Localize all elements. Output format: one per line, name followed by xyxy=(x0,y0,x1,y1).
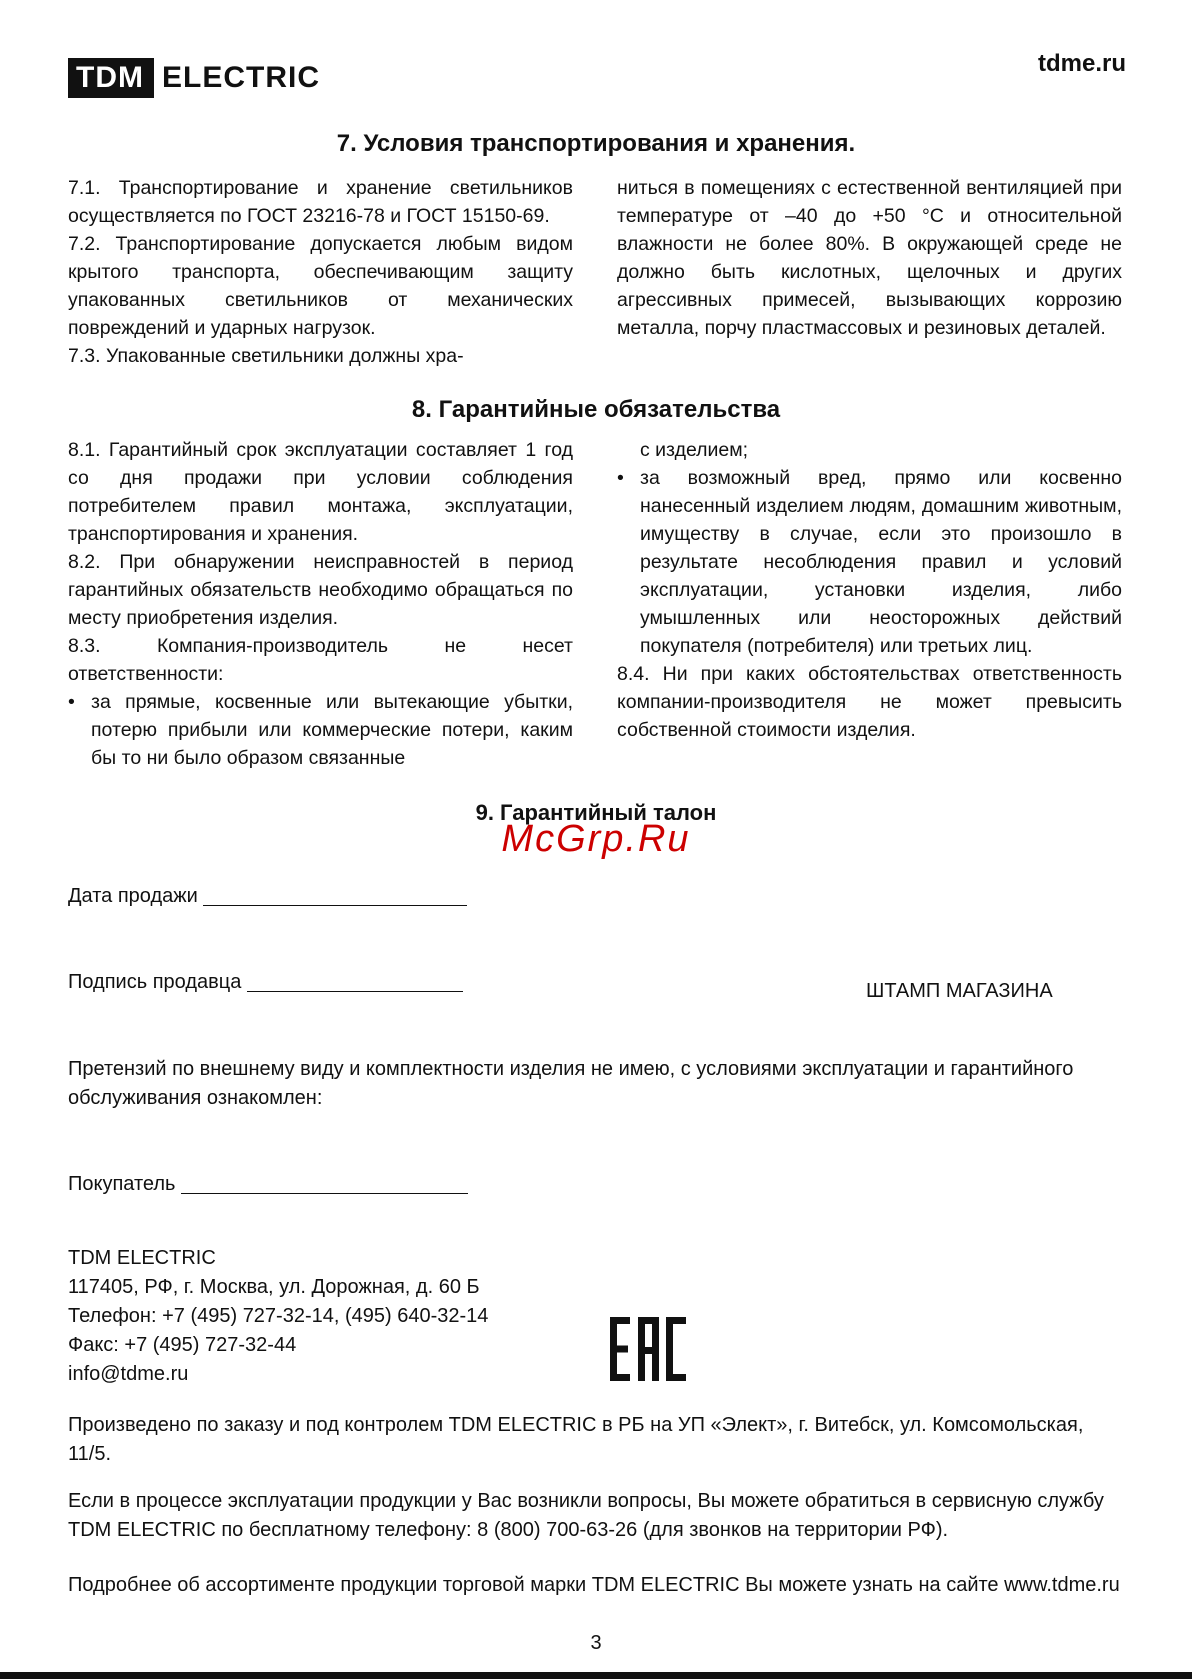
paragraph-7-3: 7.3. Упакованные светильники должны хра- xyxy=(68,345,464,367)
paragraph-7-1: 7.1. Транспортирование и хранение светильников осуществляется по ГОСТ 23216-78 и ГОСТ 15150-69. xyxy=(68,177,573,227)
section8-left-column xyxy=(68,436,573,772)
logo-word: ELECTRIC xyxy=(161,61,320,94)
sale-date-label: Дата продажи xyxy=(68,885,198,907)
company-name: TDM ELECTRIC xyxy=(68,1247,216,1269)
eac-mark-icon xyxy=(608,1315,688,1388)
section7-title: 7. Условия транспортирования и хранения. xyxy=(336,130,856,157)
section8-right-column xyxy=(617,436,1122,744)
bullet-item-1: • за прямые, косвенные или вытекающие убытки, потерю прибыли или коммерческие потери, каким бы то ни было образом связанные xyxy=(68,688,573,772)
paragraph-7-2: 7.2. Транспортирование допускается любым видом крытого транспорта, обеспечивающим защиту упакованных светильников от механических повреждений и ударных нагрузок. xyxy=(68,233,573,339)
service-text: Если в процессе эксплуатации продукции у Вас возникли вопросы, Вы можете обратиться в сервисную службу TDM ELECTRIC по бесплатному телефону: 8 (800) 700-63-26 (для звонков на территории РФ). xyxy=(68,1490,1104,1541)
brand-logo xyxy=(68,58,320,98)
bullet-item-2: • за возможный вред, прямо или косвенно нанесенный изделием людям, домашним животным, имуществу в случае, если это произошло в результате несоблюдения правил и условий эксплуатации, установки изделия, либо умышленных или неосторожных действий покупателя (потребителя) или третьих лиц. xyxy=(617,464,1122,660)
buyer-field xyxy=(68,1169,468,1199)
site-url: tdme.ru xyxy=(1037,50,1126,77)
paragraph-7-3-cont: ниться в помещениях с естественной вентиляцией при температуре от –40 до +50 °С и относительной влажности не более 80%. В окружающей среде не должно быть кислотных, щелочных и других агрессивных примесей, вызывающих коррозию металла, порчу пластмассовых и резиновых деталей. xyxy=(617,177,1122,339)
seller-sign-line xyxy=(247,967,463,992)
logo-box: TDM xyxy=(68,58,154,98)
bottom-edge-bar xyxy=(0,1672,1192,1679)
stamp-label: ШТАМП МАГАЗИНА xyxy=(866,980,1053,1002)
section8-title: 8. Гарантийные обязательства xyxy=(411,396,781,423)
seller-sign-field xyxy=(68,967,463,997)
address: 117405, РФ, г. Москва, ул. Дорожная, д. 60 Б xyxy=(68,1276,480,1298)
bullet-item-1-cont: с изделием; xyxy=(640,439,749,461)
sale-date-line xyxy=(203,881,467,906)
seller-sign-label: Подпись продавца xyxy=(68,971,242,993)
paragraph-8-4: 8.4. Ни при каких обстоятельствах ответственность компании-производителя не может превысить собственной стоимости изделия. xyxy=(617,663,1122,741)
paragraph-8-2: 8.2. При обнаружении неисправностей в период гарантийных обязательств необходимо обращаться по месту приобретения изделия. xyxy=(68,551,573,629)
page-number: 3 xyxy=(590,1632,602,1654)
contacts-block xyxy=(68,1244,488,1389)
sale-date-field xyxy=(68,881,467,911)
email: info@tdme.ru xyxy=(68,1363,189,1385)
paragraph-8-3: 8.3. Компания-производитель не несет ответственности: xyxy=(68,635,573,685)
watermark: McGrp.Ru xyxy=(501,818,691,860)
section9-title: 9. Гарантийный талон xyxy=(475,800,717,825)
buyer-line xyxy=(181,1169,468,1194)
more-info-text: Подробнее об ассортименте продукции торговой марки TDM ELECTRIC Вы можете узнать на сайте www.tdme.ru xyxy=(68,1574,1120,1596)
produced-text: Произведено по заказу и под контролем TDM ELECTRIC в РБ на УП «Элект», г. Витебск, ул. Комсомольская, 11/5. xyxy=(68,1414,1084,1465)
fax: Факс: +7 (495) 727-32-44 xyxy=(68,1334,297,1356)
paragraph-8-1: 8.1. Гарантийный срок эксплуатации составляет 1 год со дня продажи при условии соблюдения потребителем правил монтажа, эксплуатации, транспортирования и хранения. xyxy=(68,439,573,545)
phone: Телефон: +7 (495) 727-32-14, (495) 640-32-14 xyxy=(68,1305,489,1327)
claims-text: Претензий по внешнему виду и комплектности изделия не имею, с условиями эксплуатации и гарантийного обслуживания ознакомлен: xyxy=(68,1058,1074,1109)
section7-left-column xyxy=(68,174,573,370)
section7-right-column xyxy=(617,174,1122,342)
buyer-label: Покупатель xyxy=(68,1173,176,1195)
